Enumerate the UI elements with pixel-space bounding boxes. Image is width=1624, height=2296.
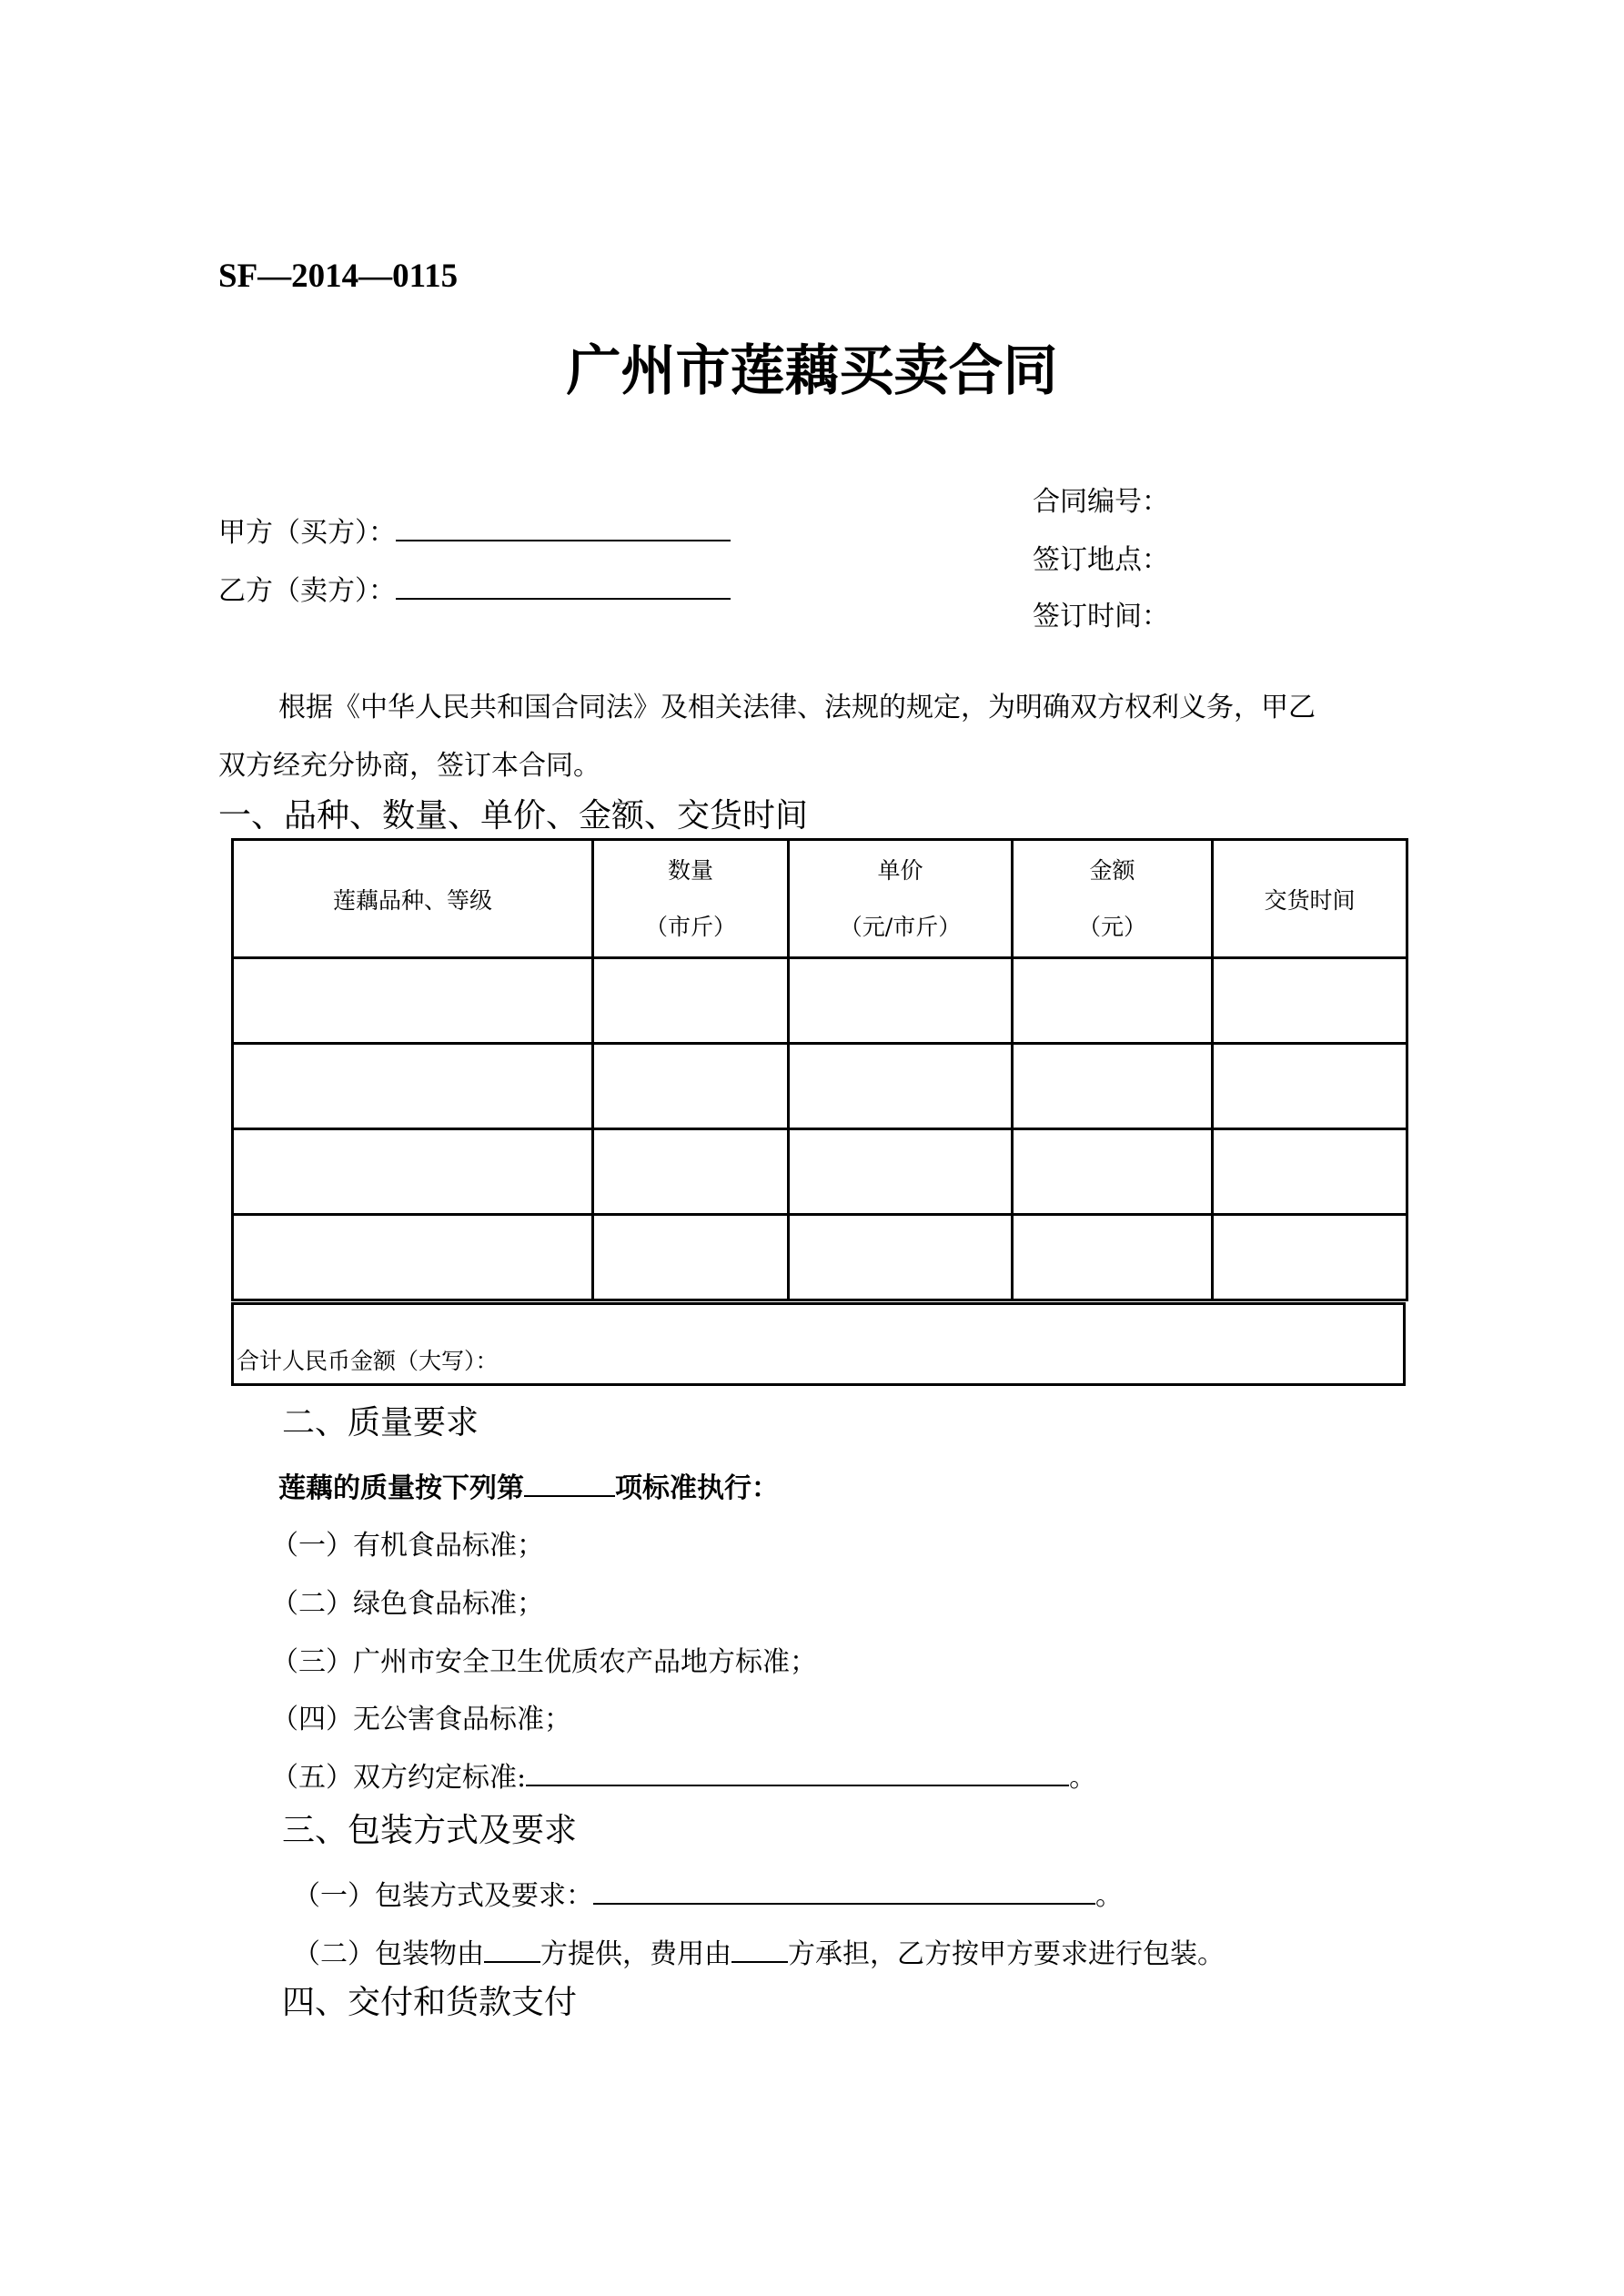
table-row — [233, 958, 1407, 1044]
table-cell[interactable] — [1213, 1215, 1407, 1300]
table-cell[interactable] — [1013, 1215, 1213, 1300]
total-amount-row[interactable] — [231, 1302, 1406, 1386]
table-cell[interactable] — [233, 1129, 593, 1215]
document-code: SF—2014—0115 — [218, 258, 459, 295]
standard-item-2: （二）绿色食品标准； — [271, 1588, 544, 1620]
table-cell[interactable] — [789, 1129, 1013, 1215]
section-1-heading: 一、品种、数量、单价、金额、交货时间 — [218, 797, 809, 834]
party-a-label: 甲方（买方）： — [218, 517, 396, 549]
packing-item-1 — [293, 1873, 1123, 1913]
custom-standard-field[interactable] — [526, 1761, 1069, 1786]
goods-table — [231, 838, 1408, 1301]
standard-5-label: （五）双方约定标准: — [271, 1762, 527, 1794]
table-cell[interactable] — [789, 1044, 1013, 1129]
table-cell[interactable] — [1213, 1129, 1407, 1215]
table-cell[interactable] — [1013, 958, 1213, 1044]
table-row — [233, 1215, 1407, 1300]
header-amount: 金额 （元） — [1013, 840, 1213, 958]
party-a-field[interactable] — [396, 516, 731, 541]
packing-provider-field[interactable] — [484, 1937, 540, 1963]
standard-item-5 — [271, 1755, 1096, 1795]
table-cell[interactable] — [593, 958, 789, 1044]
header-delivery-time: 交货时间 — [1213, 840, 1407, 958]
standard-number-field[interactable] — [524, 1472, 615, 1497]
party-b-row — [218, 568, 731, 608]
preamble-line-1: 根据《中华人民共和国合同法》及相关法律、法规的规定，为明确双方权利义务，甲乙 — [278, 692, 1316, 723]
table-cell[interactable] — [233, 958, 593, 1044]
total-amount-label: 合计人民币金额（大写）： — [237, 1348, 499, 1374]
table-row — [233, 1044, 1407, 1129]
preamble-line-2: 双方经充分协商，签订本合同。 — [218, 750, 600, 782]
quality-intro-post: 项标准执行： — [615, 1472, 779, 1504]
packing-1-label: （一）包装方式及要求： — [293, 1880, 593, 1912]
table-cell[interactable] — [1013, 1129, 1213, 1215]
party-b-field[interactable] — [396, 574, 731, 600]
table-cell[interactable] — [593, 1044, 789, 1129]
section-4-heading: 四、交付和货款支付 — [282, 1984, 578, 2021]
standard-item-4: （四）无公害食品标准； — [271, 1704, 571, 1735]
section-3-heading: 三、包装方式及要求 — [282, 1812, 578, 1849]
table-header-row — [233, 840, 1407, 958]
table-cell[interactable] — [233, 1215, 593, 1300]
standard-item-3: （三）广州市安全卫生优质农产品地方标准； — [271, 1646, 817, 1678]
table-cell[interactable] — [233, 1044, 593, 1129]
standard-item-1: （一）有机食品标准； — [271, 1530, 544, 1562]
table-cell[interactable] — [593, 1215, 789, 1300]
quality-intro — [278, 1465, 779, 1505]
table-cell[interactable] — [593, 1129, 789, 1215]
table-cell[interactable] — [1213, 958, 1407, 1044]
sign-time-label: 签订时间： — [1033, 601, 1169, 632]
packing-method-field[interactable] — [593, 1879, 1095, 1905]
packing-item-2 — [293, 1931, 1225, 1971]
header-unit-price: 单价 （元/市斤） — [789, 840, 1013, 958]
contract-no-label: 合同编号： — [1033, 486, 1169, 518]
packing-cost-bearer-field[interactable] — [731, 1937, 788, 1963]
section-2-heading: 二、质量要求 — [282, 1404, 479, 1441]
party-b-label: 乙方（卖方）： — [218, 575, 396, 607]
contract-title: 广州市莲藕买卖合同 — [566, 339, 1058, 403]
packing-2-part-b: 方提供，费用由 — [540, 1938, 731, 1970]
packing-2-part-a: （二）包装物由 — [293, 1938, 484, 1970]
table-cell[interactable] — [1213, 1044, 1407, 1129]
sign-place-label: 签订地点： — [1033, 544, 1169, 576]
standard-5-end: 。 — [1069, 1762, 1097, 1794]
packing-2-part-c: 方承担，乙方按甲方要求进行包装。 — [788, 1938, 1225, 1970]
header-quantity: 数量 （市斤） — [593, 840, 789, 958]
header-variety: 莲藕品种、等级 — [233, 840, 593, 958]
quality-intro-pre: 莲藕的质量按下列第 — [278, 1472, 524, 1504]
table-cell[interactable] — [789, 1215, 1013, 1300]
table-cell[interactable] — [789, 958, 1013, 1044]
party-a-row — [218, 510, 731, 550]
packing-1-end: 。 — [1095, 1880, 1123, 1912]
table-cell[interactable] — [1013, 1044, 1213, 1129]
table-row — [233, 1129, 1407, 1215]
